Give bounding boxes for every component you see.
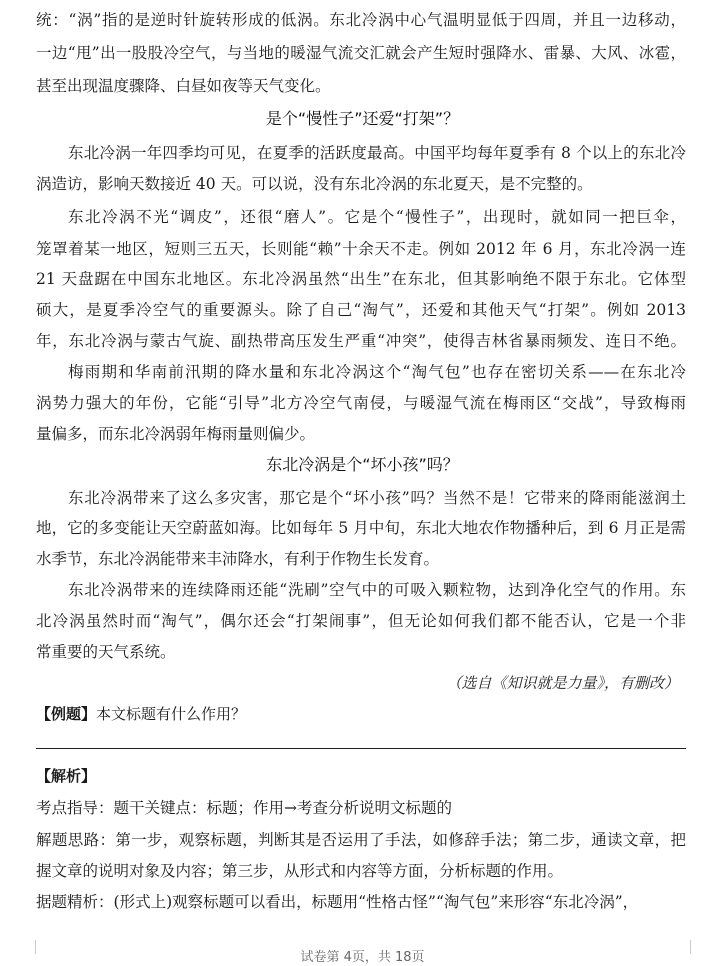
text-line: 统：“涡”指的是逆时针旋转形成的低涡。东北冷涡中心气温明显低于四周，并且一边移动， [36, 11, 686, 29]
text-line: 笼罩着某一地区，短则三五天，长则能“赖”十余天不走。例如 2012 年 6 月，东北冷涡一连 [36, 240, 686, 258]
text-line: 东北冷涡不光“调皮”，还很“磨人”。它是个“慢性子”，出现时，就如同一把巨伞， [68, 208, 686, 226]
kaodian-line [36, 798, 686, 818]
jingxi-label: 据题精析： [36, 893, 114, 911]
text-line: 一边“甩”出一股股冷空气，与当地的暖湿气流交汇就会产生短时强降水、雷暴、大风、冰雹， [36, 44, 686, 62]
silu-line [36, 830, 686, 850]
text-line: 年，东北冷涡与蒙古气旋、副热带高压发生严重“冲突”，使得吉林省暴雨频发、连日不绝。 [36, 332, 686, 350]
silu-label: 解题思路： [36, 831, 116, 849]
text-line: 东北冷涡带来了这么多灾害，那它是个“坏小孩”吗？当然不是！它带来的降雨能滋润土 [68, 489, 686, 507]
example-tag: 【例题】 [36, 705, 97, 723]
text-line: 水季节，东北冷涡能带来丰沛降水，有利于作物生长发育。 [36, 550, 440, 568]
text-line: 东北冷涡一年四季均可见，在夏季的活跃度最高。中国平均每年夏季有 8 个以上的东北冷 [68, 144, 686, 162]
divider-line [36, 748, 686, 749]
kaodian-label: 考点指导： [36, 799, 114, 817]
source-citation: （选自《知识就是力量》，有删改） [446, 674, 679, 692]
text-line: 常重要的天气系统。 [36, 643, 176, 661]
example-question [36, 704, 686, 724]
text-line: 地，它的多变能让天空蔚蓝如海。比如每年 5 月中旬，东北大地农作物播种后，到 6 月正是需 [36, 519, 686, 537]
section-heading-2: 东北冷涡是个“坏小孩”吗？ [266, 455, 459, 474]
jingxi-text: (形式上)观察标题可以看出，标题用“性格古怪”“淘气包”来形容“东北冷涡”， [113, 893, 639, 911]
example-text: 本文标题有什么作用？ [96, 705, 247, 723]
kaodian-text: 题干关键点：标题；作用→考查分析说明文标题的 [113, 799, 453, 817]
text-line: 量偏多，而东北冷涡弱年梅雨量则偏少。 [36, 425, 316, 443]
text-line: 硕大，是夏季冷空气的重要源头。除了自己“淘气”，还爱和其他天气“打架”。例如 2013 [36, 301, 686, 319]
section-heading-1: 是个“慢性子”还爱“打架”？ [265, 109, 460, 128]
text-line: 东北冷涡带来的连续降雨还能“洗刷”空气中的可吸入颗粒物，达到净化空气的作用。东 [68, 581, 686, 599]
text-line: 涡势力强大的年份，它能“引导”北方冷空气南侵，与暖湿气流在梅雨区“交战”，导致梅雨 [36, 394, 686, 412]
silu-line-2: 握文章的说明对象及内容；第三步，从形式和内容等方面，分析标题的作用。 [36, 862, 564, 880]
text-line: 涡造访，影响天数接近 40 天。可以说，没有东北冷涡的东北夏天，是不完整的。 [36, 175, 593, 193]
jingxi-line [36, 892, 686, 912]
page-footer: 试卷第 4页，共 18页 [300, 950, 425, 965]
text-line: 北冷涡虽然时而“淘气”，偶尔还会“打架闹事”，但无论如何我们都不能否认，它是一个非 [36, 612, 686, 630]
analysis-tag: 【解析】 [36, 767, 97, 785]
text-line: 甚至出现温度骤降、白昼如夜等天气变化。 [36, 77, 331, 95]
silu-text: 第一步，观察标题，判断其是否运用了手法，如修辞手法；第二步，通读文章，把 [115, 831, 686, 849]
text-line: 梅雨期和华南前汛期的降水量和东北冷涡这个“淘气包”也存在密切关系——在东北冷 [68, 363, 686, 381]
text-line: 21 天盘踞在中国东北地区。东北冷涡虽然“出生”在东北，但其影响绝不限于东北。它体型 [36, 270, 686, 288]
